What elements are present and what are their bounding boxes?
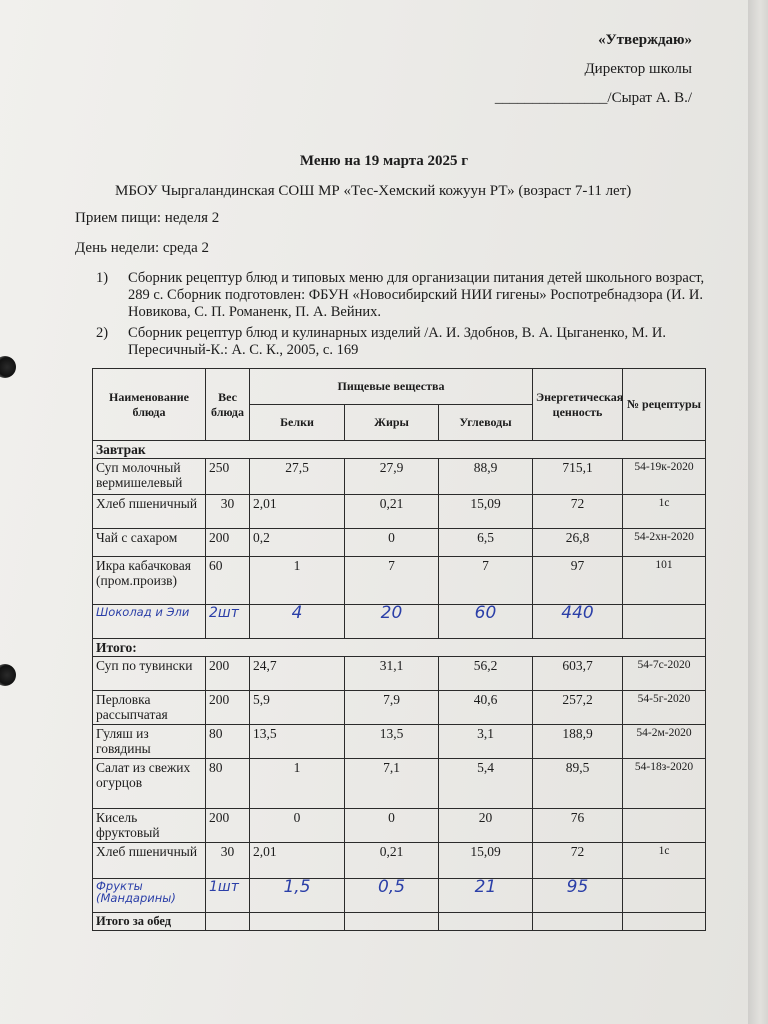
dish-name: Икра кабачковая (пром.произв) — [93, 557, 206, 605]
dish-fat: 7,1 — [345, 759, 439, 809]
dish-protein: 1 — [250, 759, 345, 809]
school-name: МБОУ Чыргаландинская СОШ МР «Тес-Хемский кожуун РТ» (возраст 7-11 лет) — [115, 183, 632, 199]
dish-fat: 7 — [345, 557, 439, 605]
dish-carbs: 21 — [439, 879, 533, 913]
dish-fat: 0,5 — [345, 879, 439, 913]
dish-weight: 30 — [206, 843, 250, 879]
dish-protein: 27,5 — [250, 459, 345, 495]
header-fat: Жиры — [345, 405, 439, 441]
dish-protein: 24,7 — [250, 657, 345, 691]
dish-recipe — [623, 879, 706, 913]
table-row — [93, 495, 706, 529]
dish-name: Суп молочный вермишелевый — [93, 459, 206, 495]
dish-weight: 80 — [206, 725, 250, 759]
signature-line: _______________/Сырат А. В./ — [494, 90, 692, 106]
table-row — [93, 725, 706, 759]
dish-recipe — [623, 605, 706, 639]
dish-recipe: 1с — [623, 495, 706, 529]
section-breakfast: Завтрак — [93, 441, 706, 459]
dish-carbs: 3,1 — [439, 725, 533, 759]
dish-weight: 30 — [206, 495, 250, 529]
table-row — [93, 459, 706, 495]
dish-weight: 60 — [206, 557, 250, 605]
dish-protein: 2,01 — [250, 843, 345, 879]
reference-item: 1) Сборник рецептур блюд и типовых меню для организации питания детей школьного возраст, 289 с. Сборник подготовлен: ФБУН «Новосибирский НИИ гигены» Роспотребнадзора (И. И. Новикова, С. П. Романенк, П. А. Вейних. — [96, 270, 705, 320]
dish-name: Перловка рассыпчатая — [93, 691, 206, 725]
dish-protein: 1 — [250, 557, 345, 605]
table-row — [93, 691, 706, 725]
dish-carbs: 15,09 — [439, 495, 533, 529]
dish-recipe: 1с — [623, 843, 706, 879]
dish-fat: 0,21 — [345, 495, 439, 529]
table-row — [93, 809, 706, 843]
dish-weight: 1шт — [206, 879, 250, 913]
dish-carbs: 5,4 — [439, 759, 533, 809]
header-protein: Белки — [250, 405, 345, 441]
dish-protein: 0,2 — [250, 529, 345, 557]
table-row — [93, 843, 706, 879]
header-weight: Вес блюда — [206, 369, 250, 441]
dish-recipe: 54-18з-2020 — [623, 759, 706, 809]
dish-energy: 72 — [533, 843, 623, 879]
dish-energy: 26,8 — [533, 529, 623, 557]
table-row — [93, 759, 706, 809]
dish-name: Фрукты (Мандарины) — [93, 879, 206, 913]
dish-carbs: 88,9 — [439, 459, 533, 495]
dish-carbs: 40,6 — [439, 691, 533, 725]
dish-energy: 440 — [533, 605, 623, 639]
dish-recipe: 101 — [623, 557, 706, 605]
reference-item: 2) Сборник рецептур блюд и кулинарных изделий /А. И. Здобнов, В. А. Цыганенко, М. И. Пересичный-К.: А. С. К., 2005, с. 169 — [96, 325, 666, 358]
page-title: Меню на 19 марта 2025 г — [299, 153, 469, 169]
dish-weight: 80 — [206, 759, 250, 809]
binder-hole — [0, 356, 16, 378]
dish-name: Салат из свежих огурцов — [93, 759, 206, 809]
dish-recipe: 54-2м-2020 — [623, 725, 706, 759]
binder-hole — [0, 664, 16, 686]
dish-weight: 200 — [206, 809, 250, 843]
dish-fat: 0 — [345, 529, 439, 557]
dish-recipe: 54-2хн-2020 — [623, 529, 706, 557]
table-row — [93, 529, 706, 557]
dish-energy: 76 — [533, 809, 623, 843]
header-nutrients: Пищевые вещества — [250, 369, 533, 405]
header-energy: Энергетическая ценность — [533, 369, 623, 441]
dish-fat: 0,21 — [345, 843, 439, 879]
dish-carbs: 20 — [439, 809, 533, 843]
dish-name: Чай с сахаром — [93, 529, 206, 557]
table-row-handwritten — [93, 879, 706, 913]
dish-name: Шоколад и Эли — [93, 605, 206, 639]
dish-fat: 0 — [345, 809, 439, 843]
dish-protein: 4 — [250, 605, 345, 639]
dish-recipe: 54-7с-2020 — [623, 657, 706, 691]
dish-fat: 27,9 — [345, 459, 439, 495]
dish-recipe — [623, 809, 706, 843]
dish-name: Хлеб пшеничный — [93, 843, 206, 879]
dish-energy: 257,2 — [533, 691, 623, 725]
dish-protein: 5,9 — [250, 691, 345, 725]
dish-energy: 715,1 — [533, 459, 623, 495]
dish-carbs: 56,2 — [439, 657, 533, 691]
dish-weight: 200 — [206, 529, 250, 557]
dish-protein: 2,01 — [250, 495, 345, 529]
dish-weight: 250 — [206, 459, 250, 495]
dish-energy: 603,7 — [533, 657, 623, 691]
lunch-total-label: Итого за обед — [93, 913, 206, 931]
table-row-total — [93, 913, 706, 931]
dish-carbs: 60 — [439, 605, 533, 639]
dish-carbs: 6,5 — [439, 529, 533, 557]
dish-fat: 13,5 — [345, 725, 439, 759]
dish-name: Хлеб пшеничный — [93, 495, 206, 529]
header-recipe: № рецептуры — [623, 369, 706, 441]
dish-weight: 200 — [206, 691, 250, 725]
dish-fat: 7,9 — [345, 691, 439, 725]
dish-protein: 0 — [250, 809, 345, 843]
dish-energy: 89,5 — [533, 759, 623, 809]
dish-protein: 13,5 — [250, 725, 345, 759]
header-carbs: Углеводы — [439, 405, 533, 441]
dish-fat: 31,1 — [345, 657, 439, 691]
dish-name: Гуляш из говядины — [93, 725, 206, 759]
section-total: Итого: — [93, 639, 706, 657]
dish-energy: 72 — [533, 495, 623, 529]
director-position: Директор школы — [584, 61, 692, 77]
table-row — [93, 657, 706, 691]
dish-recipe: 54-5г-2020 — [623, 691, 706, 725]
references-list — [96, 270, 716, 363]
menu-table — [92, 368, 706, 931]
dish-protein: 1,5 — [250, 879, 345, 913]
dish-energy: 95 — [533, 879, 623, 913]
dish-weight: 200 — [206, 657, 250, 691]
dish-recipe: 54-19к-2020 — [623, 459, 706, 495]
header-name: Наименование блюда — [93, 369, 206, 441]
dish-energy: 188,9 — [533, 725, 623, 759]
table-row-handwritten — [93, 605, 706, 639]
dish-name: Суп по тувински — [93, 657, 206, 691]
page-edge — [748, 0, 768, 1024]
dish-carbs: 15,09 — [439, 843, 533, 879]
dish-carbs: 7 — [439, 557, 533, 605]
dish-weight: 2шт — [206, 605, 250, 639]
approve-stamp: «Утверждаю» — [598, 32, 692, 48]
dish-fat: 20 — [345, 605, 439, 639]
meal-label: Прием пищи: неделя 2 — [75, 210, 220, 226]
day-label: День недели: среда 2 — [75, 240, 210, 256]
table-row — [93, 557, 706, 605]
dish-energy: 97 — [533, 557, 623, 605]
dish-name: Кисель фруктовый — [93, 809, 206, 843]
